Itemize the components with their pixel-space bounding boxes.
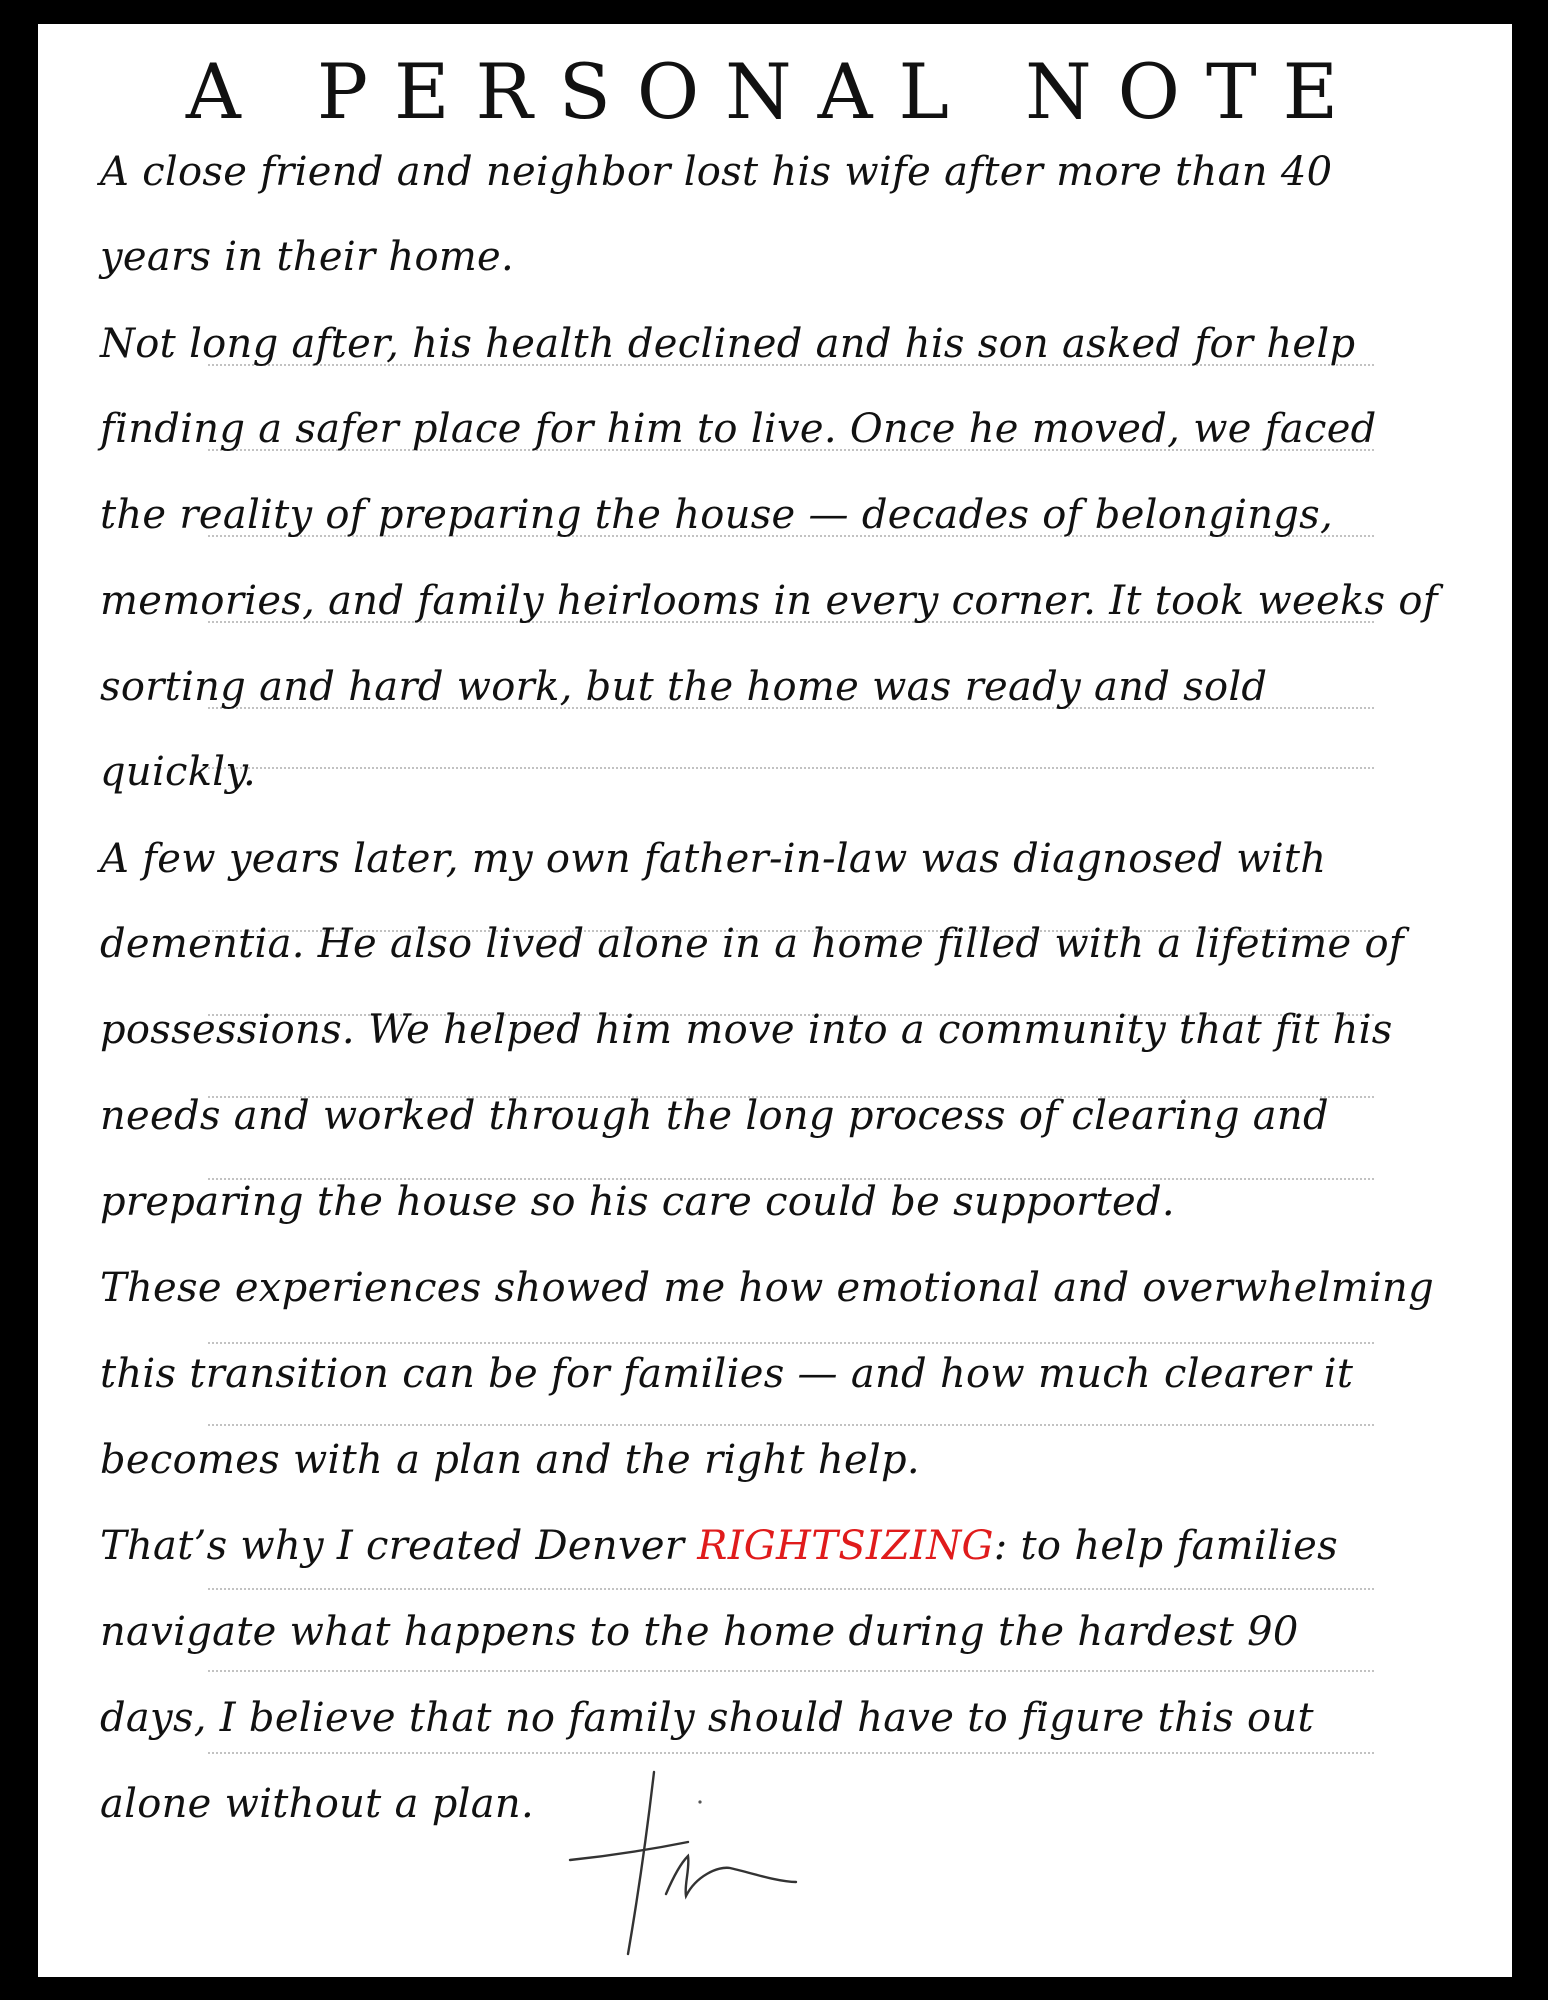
note-line: this transition can be for families — and how much clearer it bbox=[100, 1351, 1354, 1397]
note-line: becomes with a plan and the right help. bbox=[100, 1437, 920, 1483]
closing-text: : to help families bbox=[993, 1523, 1338, 1569]
note-line: A close friend and neighbor lost his wife after more than 40 bbox=[100, 149, 1333, 195]
note-line: sorting and hard work, but the home was ready and sold bbox=[100, 664, 1268, 710]
note-line: A few years later, my own father-in-law was diagnosed with bbox=[100, 836, 1327, 882]
note-line: possessions. We helped him move into a community that fit his bbox=[100, 1007, 1393, 1053]
note-line: the reality of preparing the house — decades of belongings, bbox=[100, 492, 1334, 538]
guide-line bbox=[208, 1752, 1374, 1754]
note-page bbox=[38, 24, 1512, 1977]
guide-line bbox=[208, 1342, 1374, 1344]
closing-line bbox=[100, 1523, 1338, 1569]
note-line: needs and worked through the long process of clearing and bbox=[100, 1093, 1329, 1139]
guide-line bbox=[208, 1670, 1374, 1672]
note-line: These experiences showed me how emotional and overwhelming bbox=[100, 1265, 1435, 1311]
guide-line bbox=[208, 1588, 1374, 1590]
note-line: days, I believe that no family should have to figure this out bbox=[100, 1695, 1314, 1741]
guide-line bbox=[208, 1424, 1374, 1426]
note-line: Not long after, his health declined and his son asked for help bbox=[100, 321, 1356, 367]
brand-name: RIGHTSIZING bbox=[697, 1523, 994, 1569]
note-line: quickly. bbox=[100, 749, 256, 795]
note-line: dementia. He also lived alone in a home filled with a lifetime of bbox=[100, 921, 1405, 967]
guide-line bbox=[208, 767, 1374, 769]
signature-mark bbox=[568, 1764, 838, 1964]
note-line: navigate what happens to the home during the hardest 90 bbox=[100, 1609, 1299, 1655]
page-title: A PERSONAL NOTE bbox=[185, 47, 1365, 136]
note-line: alone without a plan. bbox=[100, 1781, 534, 1827]
closing-text: That’s why I created Denver bbox=[100, 1523, 698, 1569]
note-line: memories, and family heirlooms in every corner. It took weeks of bbox=[100, 578, 1438, 624]
note-line: preparing the house so his care could be supported. bbox=[100, 1179, 1175, 1225]
note-line: finding a safer place for him to live. Once he moved, we faced bbox=[100, 406, 1377, 452]
note-line: years in their home. bbox=[100, 234, 515, 280]
